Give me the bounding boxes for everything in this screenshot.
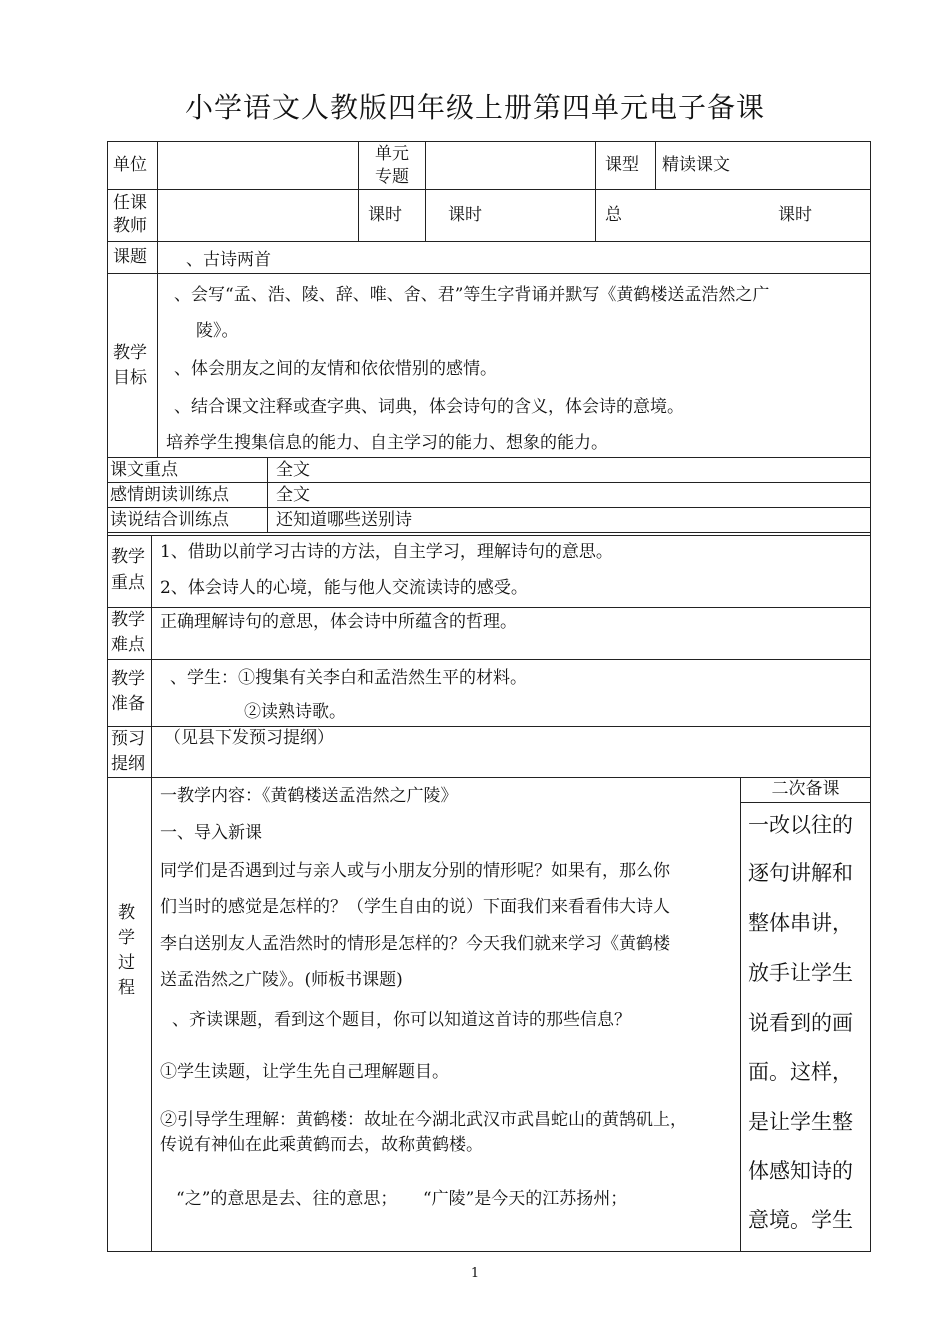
theme-label-line2: 专题 (375, 167, 409, 187)
objective-line: 、结合课文注释或查字典、词典，体会诗句的含义，体会诗的意境。 (174, 397, 684, 417)
unit-label: 单位 (113, 155, 147, 175)
second-prep-line: 一改以往的 (748, 813, 853, 837)
second-prep-line: 意境。学生 (748, 1208, 853, 1232)
period-label: 课时 (368, 205, 402, 225)
process-line: 、齐读课题，看到这个题目，你可以知道这首诗的那些信息？ (172, 1010, 631, 1030)
preparation-line: 、学生：①搜集有关李白和孟浩然生平的材料。 (170, 668, 527, 688)
difficulty-label-line2: 难点 (111, 635, 145, 655)
teacher-label-line2: 教师 (113, 216, 147, 236)
process-line: 们当时的感觉是怎样的？（学生自由的说）下面我们来看看伟大诗人 (160, 897, 670, 917)
second-prep-line: 放手让学生 (748, 961, 853, 985)
process-line: “之”的意思是去、往的意思； “广陵”是今天的江苏扬州； (176, 1189, 628, 1209)
process-line: 同学们是否遇到过与亲人或与小朋友分别的情形呢？如果有，那么你 (160, 861, 670, 881)
second-prep-line: 整体串讲， (748, 911, 853, 935)
page-number: 1 (470, 1266, 480, 1281)
point-value: 还知道哪些送别诗 (276, 510, 412, 530)
preview-value: （见县下发预习提纲） (164, 728, 334, 748)
process-label-char: 教 (118, 903, 135, 923)
second-prep-line: 是让学生整 (748, 1110, 853, 1134)
process-label-char: 过 (118, 953, 135, 973)
process-label-char: 程 (118, 978, 135, 998)
preparation-label-line1: 教学 (111, 669, 145, 689)
process-line: 李白送别友人孟浩然时的情形是怎样的？今天我们就来学习《黄鹤楼 (160, 934, 670, 954)
second-prep-line: 逐句讲解和 (748, 861, 853, 885)
second-prep-header: 二次备课 (771, 779, 840, 799)
total-label: 总 (605, 205, 622, 225)
topic-label: 课题 (113, 247, 147, 267)
second-prep-line: 说看到的画 (748, 1011, 853, 1035)
period-value: 课时 (448, 205, 482, 225)
process-line: ①学生读题，让学生先自己理解题目。 (160, 1062, 449, 1082)
preparation-label-line2: 准备 (111, 694, 145, 714)
point-value: 全文 (276, 485, 310, 505)
difficulty-value: 正确理解诗句的意思，体会诗中所蕴含的哲理。 (160, 612, 517, 632)
process-line: 传说有神仙在此乘黄鹤而去，故称黄鹤楼。 (160, 1135, 483, 1155)
key-points-label-line2: 重点 (111, 573, 145, 593)
process-line: 一教学内容：《黄鹤楼送孟浩然之广陵》 (160, 786, 458, 806)
process-line: 一、导入新课 (160, 823, 262, 843)
process-line: ②引导学生理解：黄鹤楼：故址在今湖北武汉市武昌蛇山的黄鹄矶上， (160, 1110, 687, 1130)
process-label-char: 学 (118, 928, 135, 948)
objective-line: 、会写“孟、浩、陵、辞、唯、舍、君”等生字背诵并默写《黄鹤楼送孟浩然之广 (174, 285, 770, 305)
teacher-label-line1: 任课 (113, 193, 147, 213)
key-point-line: 2、体会诗人的心境，能与他人交流读诗的感受。 (160, 578, 528, 598)
preparation-line: ②读熟诗歌。 (244, 702, 346, 722)
difficulty-label-line1: 教学 (111, 610, 145, 630)
point-label: 感情朗读训练点 (110, 485, 229, 505)
lesson-type-label: 课型 (605, 155, 639, 175)
objective-line: 培养学生搜集信息的能力、自主学习的能力、想象的能力。 (166, 433, 608, 453)
lesson-type-value: 精读课文 (662, 155, 730, 175)
second-prep-line: 面。这样， (748, 1060, 853, 1084)
page-title: 小学语文人教版四年级上册第四单元电子备课 (184, 91, 765, 124)
second-prep-line: 体感知诗的 (748, 1159, 853, 1183)
total-value: 课时 (778, 205, 812, 225)
point-label: 读说结合训练点 (110, 510, 229, 530)
process-line: 送孟浩然之广陵》。(师板书课题) (160, 970, 403, 990)
topic-value: 、古诗两首 (186, 250, 271, 270)
objective-line: 、体会朋友之间的友情和依依惜别的感情。 (174, 359, 497, 379)
objective-line: 陵》。 (196, 321, 239, 341)
theme-label-line1: 单元 (375, 144, 409, 164)
preview-label-line2: 提纲 (111, 754, 145, 774)
key-points-label-line1: 教学 (111, 547, 145, 567)
point-value: 全文 (276, 460, 310, 480)
preview-label-line1: 预习 (111, 729, 145, 749)
point-label: 课文重点 (110, 460, 178, 480)
key-point-line: 1、借助以前学习古诗的方法，自主学习，理解诗句的意思。 (160, 542, 613, 562)
objectives-label-line2: 目标 (113, 368, 147, 388)
objectives-label-line1: 教学 (113, 343, 147, 363)
